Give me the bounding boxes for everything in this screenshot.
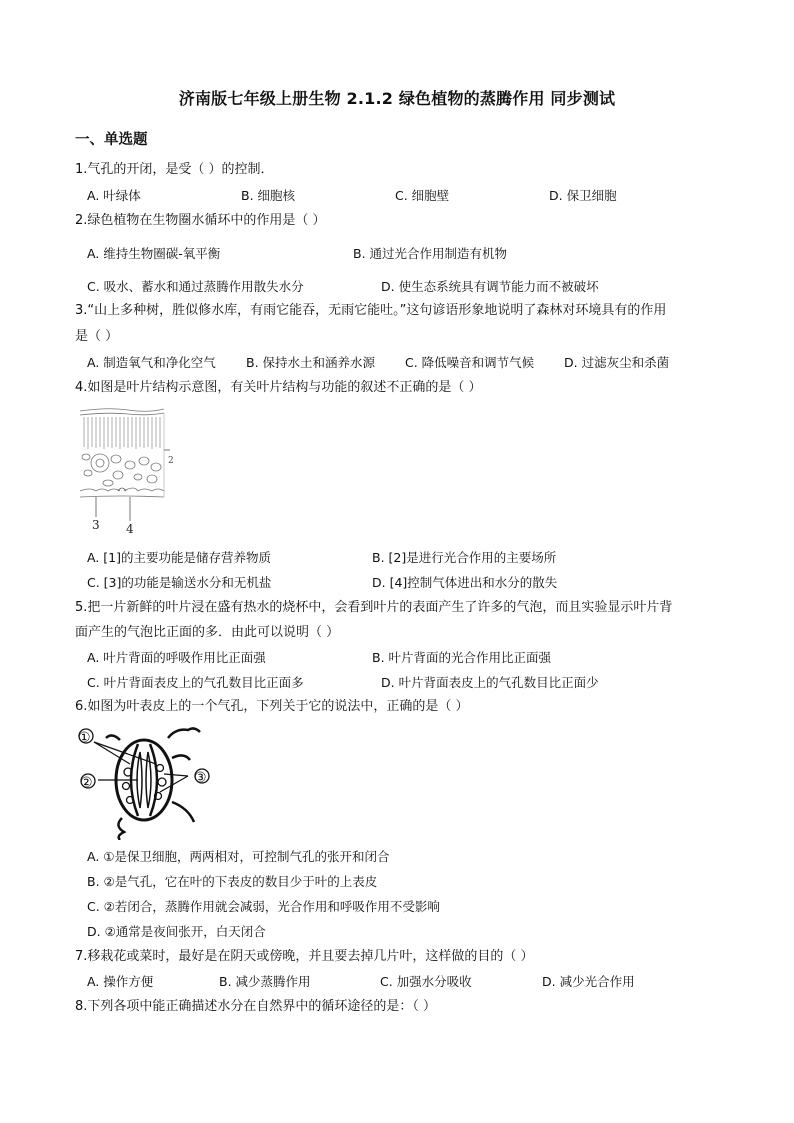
question-5-option-c[interactable]: C. 叶片背面表皮上的气孔数目比正面多 bbox=[87, 675, 304, 690]
question-7-option-a[interactable]: A. 操作方便 bbox=[87, 974, 154, 989]
question-6-option-b[interactable]: B. ②是气孔，它在叶的下表皮的数目少于叶的上表皮 bbox=[87, 874, 378, 889]
question-7-stem: 7.移栽花或菜时，最好是在阴天或傍晚，并且要去掉几片叶，这样做的目的（ ） bbox=[75, 949, 534, 964]
question-4-option-c[interactable]: C. [3]的功能是输送水分和无机盐 bbox=[87, 575, 272, 590]
question-3-option-b[interactable]: B. 保持水土和涵养水源 bbox=[246, 355, 376, 370]
question-3-option-a[interactable]: A. 制造氧气和净化空气 bbox=[87, 355, 216, 370]
question-6-option-a[interactable]: A. ①是保卫细胞，两两相对，可控制气孔的张开和闭合 bbox=[87, 849, 390, 864]
stoma-label-1: ① bbox=[78, 730, 91, 746]
question-6-option-d[interactable]: D. ②通常是夜间张开，白天闭合 bbox=[87, 924, 266, 939]
leaf-structure-drawing bbox=[80, 409, 170, 521]
question-2-stem: 2.绿色植物在生物圈水循环中的作用是（ ） bbox=[75, 213, 326, 228]
question-5-option-b[interactable]: B. 叶片背面的光合作用比正面强 bbox=[372, 650, 552, 665]
page-title: 济南版七年级上册生物 2.1.2 绿色植物的蒸腾作用 同步测试 bbox=[178, 89, 616, 108]
question-3-option-d[interactable]: D. 过滤灰尘和杀菌 bbox=[564, 355, 670, 370]
question-5-stem-line1: 5.把一片新鲜的叶片浸在盛有热水的烧杯中，会看到叶片的表面产生了许多的气泡，而且实验显示叶片背 bbox=[75, 600, 673, 615]
question-1-stem: 1.气孔的开闭，是受（ ）的控制． bbox=[75, 162, 274, 177]
question-1-option-a[interactable]: A. 叶绿体 bbox=[87, 188, 141, 203]
question-6-stem: 6.如图为叶表皮上的一个气孔，下列关于它的说法中，正确的是（ ） bbox=[75, 699, 469, 714]
question-4-option-b[interactable]: B. [2]是进行光合作用的主要场所 bbox=[372, 550, 557, 565]
question-4-stem: 4.如图是叶片结构示意图，有关叶片结构与功能的叙述不正确的是（ ） bbox=[75, 380, 482, 395]
stoma-drawing bbox=[79, 728, 209, 840]
question-1-option-d[interactable]: D. 保卫细胞 bbox=[549, 188, 617, 203]
question-2-option-b[interactable]: B. 通过光合作用制造有机物 bbox=[353, 246, 508, 261]
question-5-option-a[interactable]: A. 叶片背面的呼吸作用比正面强 bbox=[87, 650, 266, 665]
question-3-stem-line2: 是（ ） bbox=[75, 329, 119, 344]
question-1-option-b[interactable]: B. 细胞核 bbox=[241, 188, 296, 203]
question-6-option-c[interactable]: C. ②若闭合，蒸腾作用就会减弱，光合作用和呼吸作用不受影响 bbox=[87, 899, 440, 914]
question-5-option-d[interactable]: D. 叶片背面表皮上的气孔数目比正面少 bbox=[381, 675, 599, 690]
stoma-label-3: ③ bbox=[194, 770, 207, 786]
section-heading: 一、单选题 bbox=[75, 132, 148, 148]
question-3-stem-line1: 3.“山上多种树，胜似修水库，有雨它能吞，无雨它能吐。”这句谚语形象地说明了森林对环境具有的作用 bbox=[75, 303, 667, 318]
question-2-option-a[interactable]: A. 维持生物圈碳-氧平衡 bbox=[87, 246, 221, 261]
question-2-option-d[interactable]: D. 使生态系统具有调节能力而不被破坏 bbox=[381, 279, 599, 294]
question-7-option-d[interactable]: D. 减少光合作用 bbox=[542, 974, 635, 989]
question-5-stem-line2: 面产生的气泡比正面的多．由此可以说明（ ） bbox=[75, 625, 340, 640]
question-4-option-a[interactable]: A. [1]的主要功能是储存营养物质 bbox=[87, 550, 271, 565]
question-1-option-c[interactable]: C. 细胞壁 bbox=[395, 188, 450, 203]
question-2-option-c[interactable]: C. 吸水、蓄水和通过蒸腾作用散失水分 bbox=[87, 279, 304, 294]
question-7-option-c[interactable]: C. 加强水分吸收 bbox=[380, 974, 472, 989]
leaf-cross-section-figure bbox=[78, 405, 178, 540]
question-7-option-b[interactable]: B. 减少蒸腾作用 bbox=[219, 974, 311, 989]
question-3-option-c[interactable]: C. 降低噪音和调节气候 bbox=[405, 355, 535, 370]
leaf-figure-label-4: 4 bbox=[126, 522, 134, 536]
question-8-stem: 8.下列各项中能正确描述水分在自然界中的循环途径的是：（ ） bbox=[75, 999, 437, 1014]
leaf-figure-label-2: 2 bbox=[168, 456, 174, 466]
question-4-option-d[interactable]: D. [4]控制气体进出和水分的散失 bbox=[372, 575, 558, 590]
stoma-label-2: ② bbox=[80, 775, 93, 791]
leaf-figure-label-3: 3 bbox=[92, 518, 100, 532]
stoma-figure bbox=[76, 722, 216, 840]
